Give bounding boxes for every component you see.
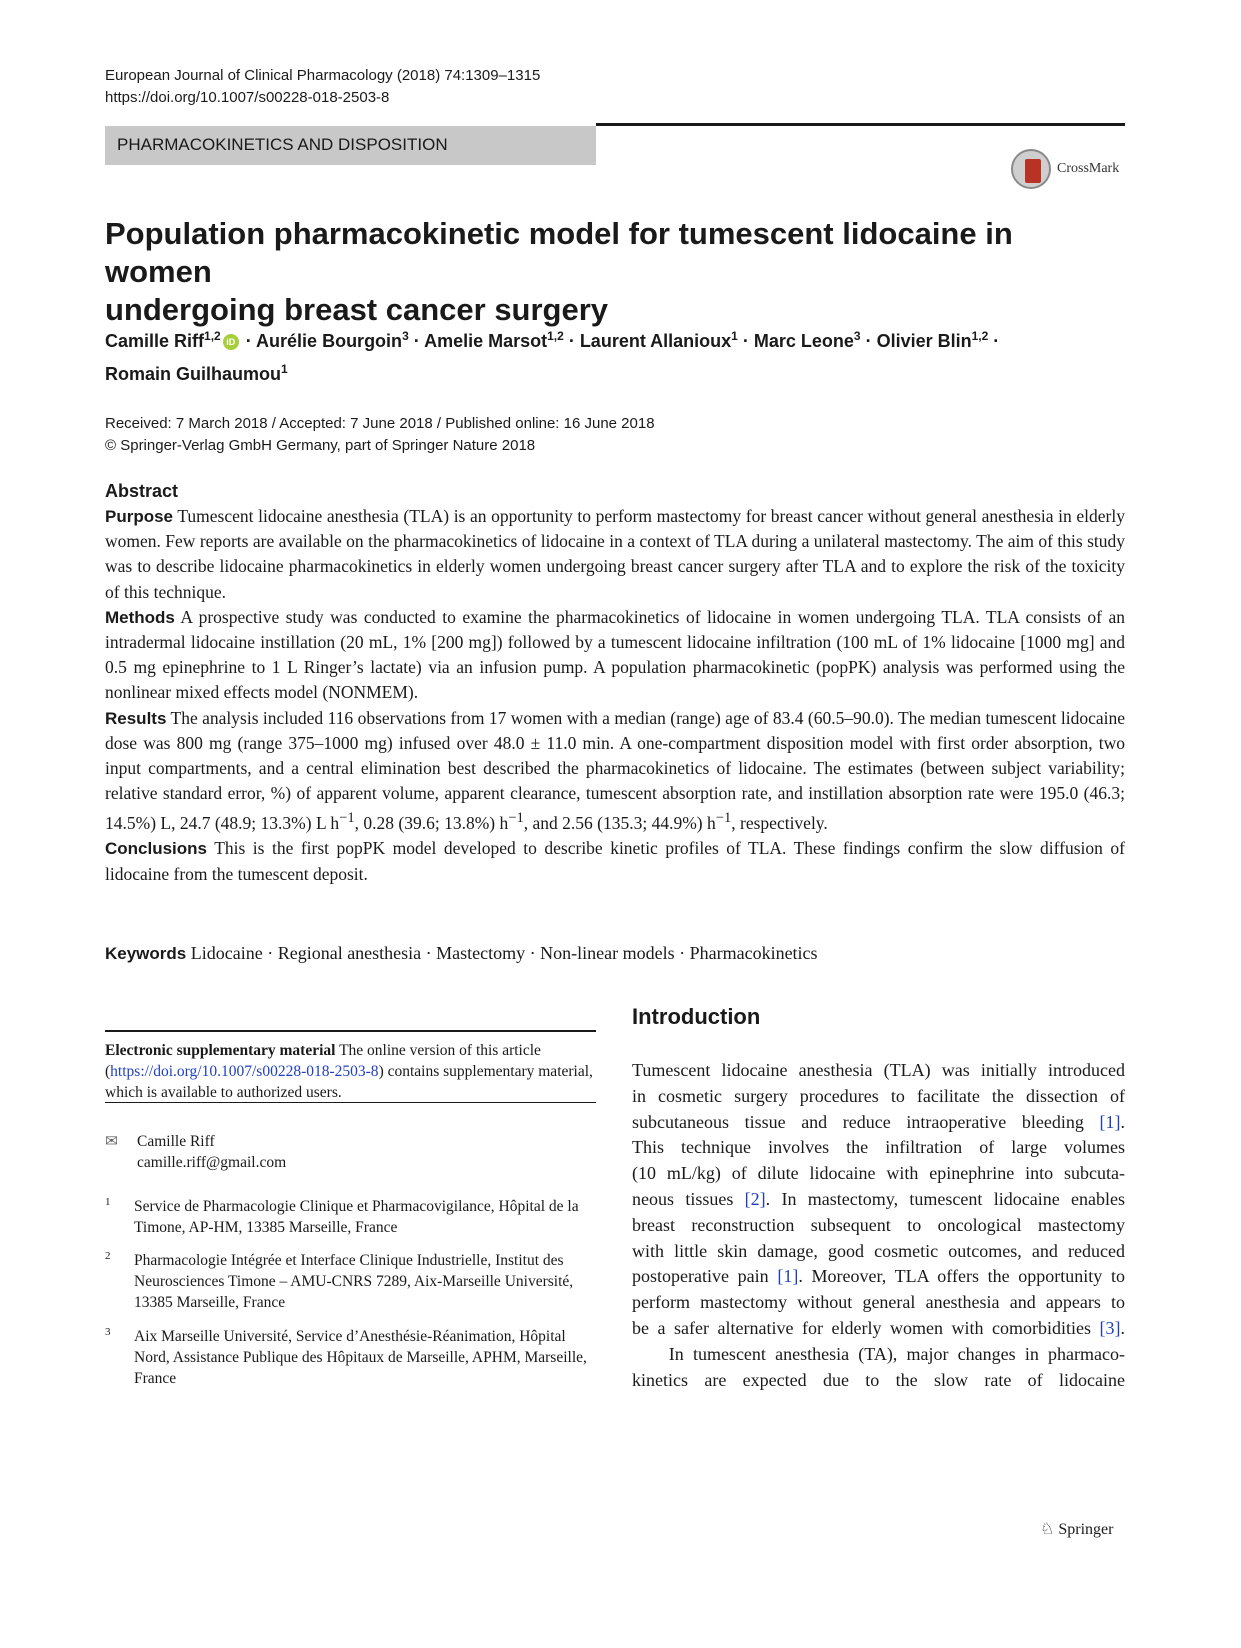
conclusions-label: Conclusions [105, 839, 208, 859]
affiliation [105, 1196, 596, 1238]
crossmark-badge[interactable] [1011, 149, 1131, 193]
intro-line: (10 mL/kg) of dilute lidocaine with epinephrine into subcuta- [632, 1163, 1125, 1184]
esm-note [105, 1040, 596, 1103]
introduction-body [632, 1058, 1125, 1393]
orcid-icon[interactable]: iD [223, 334, 239, 350]
top-rule [596, 123, 1125, 126]
journal-header [105, 65, 540, 109]
purpose-label: Purpose [105, 507, 174, 526]
author-list: Camille Riff$^{1,2}$ iD · Aurélie Bourgoin$^3$ · Amelie Marsot$^{1,2}$ · Laurent Allanioux$^1$ · Marc Leone$^3$ · Olivier Blin$^{1,2}$ · Romain Guilhaumou$^1$ [105, 329, 1000, 384]
author-affil-sup: 3 [402, 329, 409, 343]
envelope-icon: ✉ [105, 1133, 118, 1150]
intro-line: In tumescent anesthesia (TA), major changes in pharmaco- [632, 1343, 1125, 1364]
citation-link[interactable]: [1] [1099, 1111, 1121, 1132]
intro-line: neous tissues [2]. In mastectomy, tumescent lidocaine enables [632, 1188, 1125, 1209]
results-text: The analysis included 116 observations from 17 women with a median (range) age of 83.4 (60.5–90.0). The median tumescent lidocaine dose was 800 mg (range 375–1000 mg) infused over 48.0 ± 11.0 min. A one-compartment disposition model with first order absorption, two input compartments, and a central elimination best described the pharmacokinetics of lidocaine. The estimates (between subject variability; relative standard error, %) of apparent volume, apparent clearance, tumescent absorption rate, and instillation absorption rate were 195.0 (46.3; 14.5%) L, 24.7 (48.9; 13.3%) L h [105, 707, 1125, 834]
author-name[interactable]: Olivier Blin [876, 331, 972, 351]
author-name[interactable]: Camille Riff [105, 331, 205, 351]
intro-line: kinetics are expected due to the slow rate of lidocaine [632, 1369, 1125, 1390]
introduction-heading: Introduction [632, 1004, 761, 1029]
affiliation-text: Service de Pharmacologie Clinique et Pharmacovigilance, Hôpital de la Timone, AP-HM, 13385 Marseille, France [134, 1198, 579, 1236]
author-affil-sup: 1,2 [204, 329, 221, 343]
affiliation-text: Aix Marseille Université, Service d’Anesthésie-Réanimation, Hôpital Nord, Assistance Publique des Hôpitaux de Marseille, APHM, Marseille, France [134, 1328, 587, 1387]
affiliation-number: 2 [105, 1250, 111, 1262]
abstract-purpose [105, 504, 1125, 605]
author-affil-sup: 1,2 [547, 329, 564, 343]
unit-superscript: −1 [339, 810, 355, 827]
publisher-name: Springer [1058, 1521, 1114, 1538]
keywords-label: Keywords [105, 944, 187, 963]
author-affil-sup: 3 [853, 329, 861, 343]
author-name[interactable]: Romain Guilhaumou [105, 364, 282, 384]
author-name[interactable]: Marc Leone [753, 331, 854, 351]
intro-line: This technique involves the infiltration of large volumes [632, 1137, 1125, 1158]
intro-line: subcutaneous tissue and reduce intraoperative bleeding [1]. [632, 1111, 1125, 1132]
affiliation-number: 1 [105, 1196, 111, 1208]
abstract [105, 478, 1125, 887]
publication-dates [105, 413, 655, 457]
author-name[interactable]: Aurélie Bourgoin [256, 331, 403, 351]
affiliation [105, 1250, 596, 1313]
purpose-text: Tumescent lidocaine anesthesia (TLA) is an opportunity to perform mastectomy for breast cancer without general anesthesia in elderly women. Few reports are available on the pharmacokinetics of lidocaine in a context of TLA during a unilateral mastectomy. The aim of this study was to describe lidocaine pharmacokinetics in elderly women undergoing breast cancer surgery after TLA and to explore the risk of the toxicity of this technique. [105, 506, 1125, 602]
intro-line: be a safer alternative for elderly women with comorbidities [3]. [632, 1317, 1125, 1338]
dates-line: Received: 7 March 2018 / Accepted: 7 June 2018 / Published online: 16 June 2018 [105, 415, 655, 432]
methods-label: Methods [105, 607, 175, 627]
abstract-methods [105, 605, 1125, 706]
abstract-results [105, 706, 1125, 837]
intro-line: with little skin damage, good cosmetic outcomes, and reduced [632, 1240, 1125, 1261]
crossmark-label: CrossMark [1057, 161, 1120, 176]
affiliation-number: 3 [105, 1326, 111, 1338]
section-label: PHARMACOKINETICS AND DISPOSITION [117, 135, 448, 154]
springer-horse-icon: ♘ [1040, 1521, 1055, 1538]
abstract-heading: Abstract [105, 481, 179, 501]
affiliation-text: Pharmacologie Intégrée et Interface Clinique Industrielle, Institut des Neurosciences Timone – AMU-CNRS 7289, Aix-Marseille Université, 13385 Marseille, France [134, 1252, 574, 1311]
author-affil-sup: 1 [731, 329, 738, 343]
title-line: undergoing breast cancer surgery [105, 292, 609, 327]
corr-email[interactable]: camille.riff@gmail.com [137, 1154, 287, 1171]
intro-line: breast reconstruction subsequent to oncological mastectomy [632, 1214, 1125, 1235]
abstract-conclusions [105, 836, 1125, 886]
unit-superscript: −1 [715, 810, 732, 827]
keywords-text: Lidocaine · Regional anesthesia · Mastectomy · Non-linear models · Pharmacokinetics [190, 943, 818, 963]
results-text: , and 2.56 (135.3; 44.9%) h [523, 813, 716, 834]
esm-text: The online version of this article ( [105, 1042, 541, 1080]
esm-link[interactable]: https://doi.org/10.1007/s00228-018-2503-8 [110, 1063, 379, 1080]
author-affil-sup: 1 [281, 362, 288, 376]
citation-link[interactable]: [3] [1099, 1317, 1121, 1338]
copyright-line: © Springer-Verlag GmbH Germany, part of Springer Nature 2018 [105, 437, 536, 454]
keywords [105, 940, 1125, 967]
esm-text: ) contains supplementary material, which is available to authorized users. [105, 1063, 593, 1101]
intro-line: postoperative pain [1]. Moreover, TLA offers the opportunity to [632, 1266, 1125, 1287]
author-name[interactable]: Laurent Allanioux [579, 331, 732, 351]
citation-link[interactable]: [1] [777, 1266, 799, 1287]
esm-label: Electronic supplementary material [105, 1042, 336, 1059]
correspondence [105, 1131, 596, 1173]
journal-citation: European Journal of Clinical Pharmacology (2018) 74:1309–1315 [105, 67, 541, 84]
affiliation [105, 1326, 596, 1389]
results-label: Results [105, 708, 167, 728]
conclusions-text: This is the first popPK model developed to describe kinetic profiles of TLA. These findings confirm the slow diffusion of lidocaine from the tumescent deposit. [105, 838, 1125, 884]
author-affil-sup: 1,2 [971, 329, 989, 343]
citation-link[interactable]: [2] [744, 1188, 766, 1209]
title-line: Population pharmacokinetic model for tumescent lidocaine in women [105, 216, 1013, 289]
intro-line: in cosmetic surgery procedures to facilitate the dissection of [632, 1085, 1125, 1106]
paper-title [105, 215, 1105, 329]
results-text: , respectively. [731, 813, 828, 834]
springer-logo [1040, 1519, 1113, 1539]
doi-link[interactable]: https://doi.org/10.1007/s00228-018-2503-8 [105, 89, 390, 106]
esm-bottom-rule [105, 1102, 596, 1103]
esm-top-rule [105, 1030, 596, 1032]
results-text: , 0.28 (39.6; 13.8%) h [354, 813, 509, 834]
intro-line: perform mastectomy without general anesthesia and appears to [632, 1292, 1125, 1313]
corr-name: Camille Riff [137, 1133, 215, 1150]
unit-superscript: −1 [508, 810, 524, 827]
intro-line: Tumescent lidocaine anesthesia (TLA) was initially introduced [632, 1060, 1125, 1080]
crossmark-icon [1011, 149, 1051, 189]
author-name[interactable]: Amelie Marsot [424, 331, 548, 351]
methods-text: A prospective study was conducted to examine the pharmacokinetics of lidocaine in women undergoing TLA. TLA consists of an intradermal lidocaine instillation (20 mL, 1% [200 mg]) followed by a tumescent lidocaine infiltration (100 mL of 1% lidocaine [1000 mg] and 0.5 mg epinephrine to 1 L Ringer’s lactate) via an infusion pump. A population pharmacokinetic (popPK) analysis was performed using the nonlinear mixed effects model (NONMEM). [105, 606, 1125, 703]
